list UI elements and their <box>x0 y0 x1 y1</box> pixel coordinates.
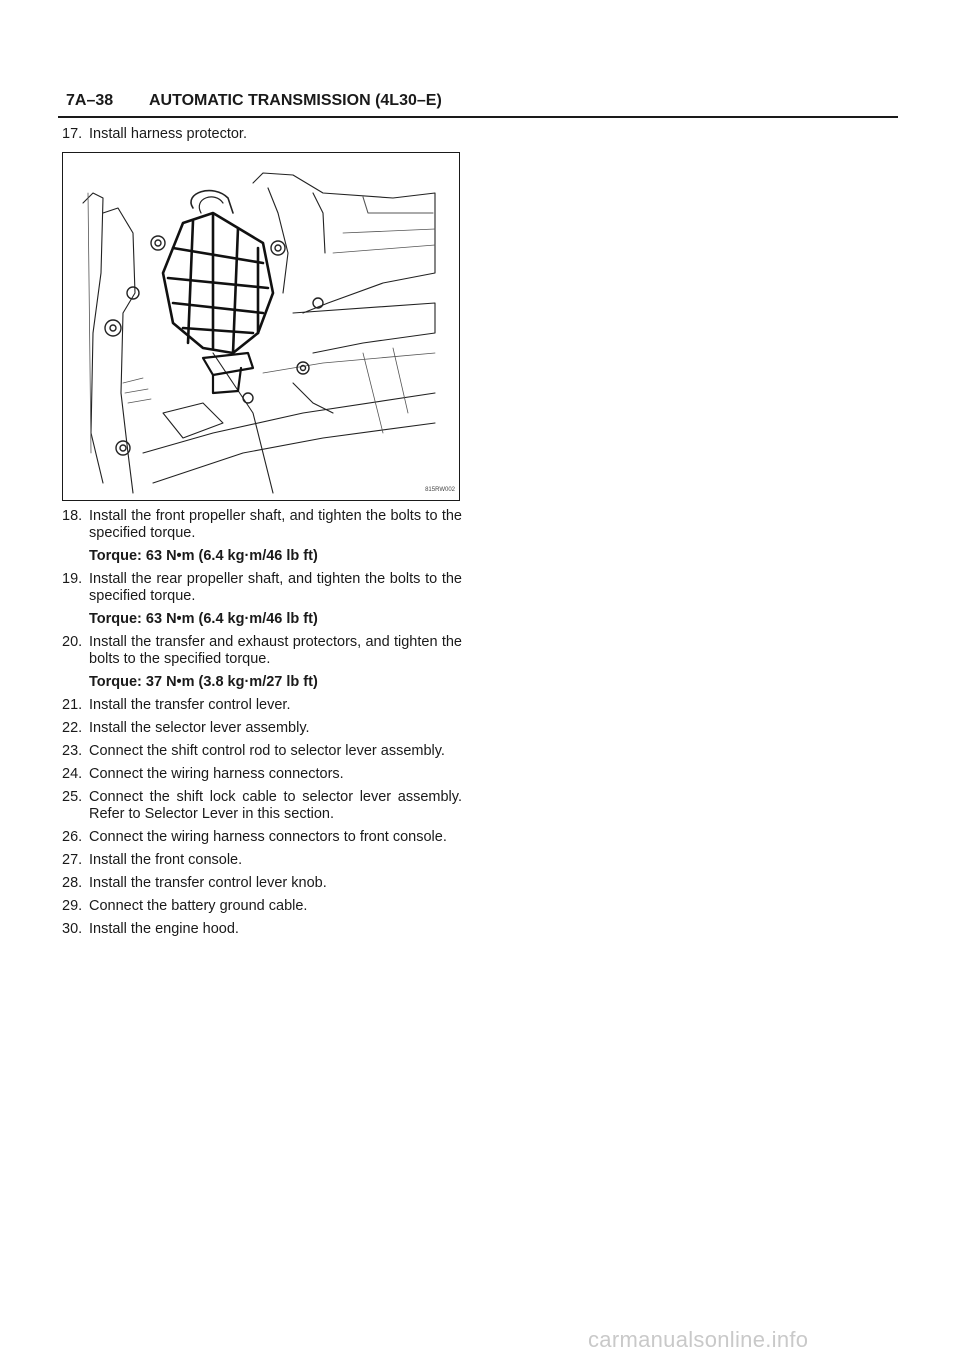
section-title: AUTOMATIC TRANSMISSION (4L30–E) <box>149 92 442 109</box>
step-17 <box>62 126 462 143</box>
step-21 <box>62 697 462 714</box>
step-number: 26. <box>62 829 83 845</box>
step-26 <box>62 829 462 846</box>
step-text: Connect the shift lock cable to selector lever assembly. Refer to Selector Lever in this section. <box>89 789 462 822</box>
step-text: Install the transfer and exhaust protectors, and tighten the bolts to the specified torque. <box>89 634 462 667</box>
torque-spec: Torque: 37 N•m (3.8 kg·m/27 lb ft) <box>89 674 318 690</box>
step-number: 18. <box>62 508 83 524</box>
step-number: 24. <box>62 766 83 782</box>
step-text: Install the front propeller shaft, and tighten the bolts to the specified torque. <box>89 508 462 541</box>
step-22 <box>62 720 462 737</box>
torque-spec: Torque: 63 N•m (6.4 kg·m/46 lb ft) <box>89 611 318 627</box>
step-28 <box>62 875 462 892</box>
step-number: 25. <box>62 789 83 805</box>
step-text: Install harness protector. <box>89 126 247 142</box>
step-number: 17. <box>62 126 83 142</box>
step-text: Connect the battery ground cable. <box>89 898 308 914</box>
torque-spec: Torque: 63 N•m (6.4 kg·m/46 lb ft) <box>89 548 318 564</box>
step-text: Install the front console. <box>89 852 243 868</box>
step-25 <box>62 789 462 823</box>
step-29 <box>62 898 462 915</box>
step-19 <box>62 571 462 605</box>
step-24 <box>62 766 462 783</box>
step-text: Connect the shift control rod to selector lever assembly. <box>89 743 445 759</box>
step-text: Install the engine hood. <box>89 921 239 937</box>
step-number: 27. <box>62 852 83 868</box>
step-number: 28. <box>62 875 83 891</box>
step-20 <box>62 634 462 668</box>
step-number: 30. <box>62 921 83 937</box>
step-number: 20. <box>62 634 83 650</box>
step-number: 22. <box>62 720 83 736</box>
header-rule <box>58 116 898 118</box>
step-text: Install the selector lever assembly. <box>89 720 310 736</box>
step-number: 29. <box>62 898 83 914</box>
transmission-line-drawing <box>63 153 459 500</box>
step-27 <box>62 852 462 869</box>
watermark-text: carmanualsonline.info <box>588 1327 809 1352</box>
step-23 <box>62 743 462 760</box>
procedure-column <box>62 126 462 944</box>
step-text: Install the rear propeller shaft, and tighten the bolts to the specified torque. <box>89 571 462 604</box>
step-text: Install the transfer control lever knob. <box>89 875 327 891</box>
step-number: 19. <box>62 571 83 587</box>
step-text: Connect the wiring harness connectors to front console. <box>89 829 447 845</box>
step-18 <box>62 508 462 542</box>
step-30 <box>62 921 462 938</box>
step-number: 21. <box>62 697 83 713</box>
step-number: 23. <box>62 743 83 759</box>
step-text: Install the transfer control lever. <box>89 697 291 713</box>
page-number: 7A–38 <box>66 92 114 109</box>
step-text: Connect the wiring harness connectors. <box>89 766 344 782</box>
harness-protector-illustration <box>62 152 460 501</box>
figure-code: 815RW002 <box>425 487 455 493</box>
